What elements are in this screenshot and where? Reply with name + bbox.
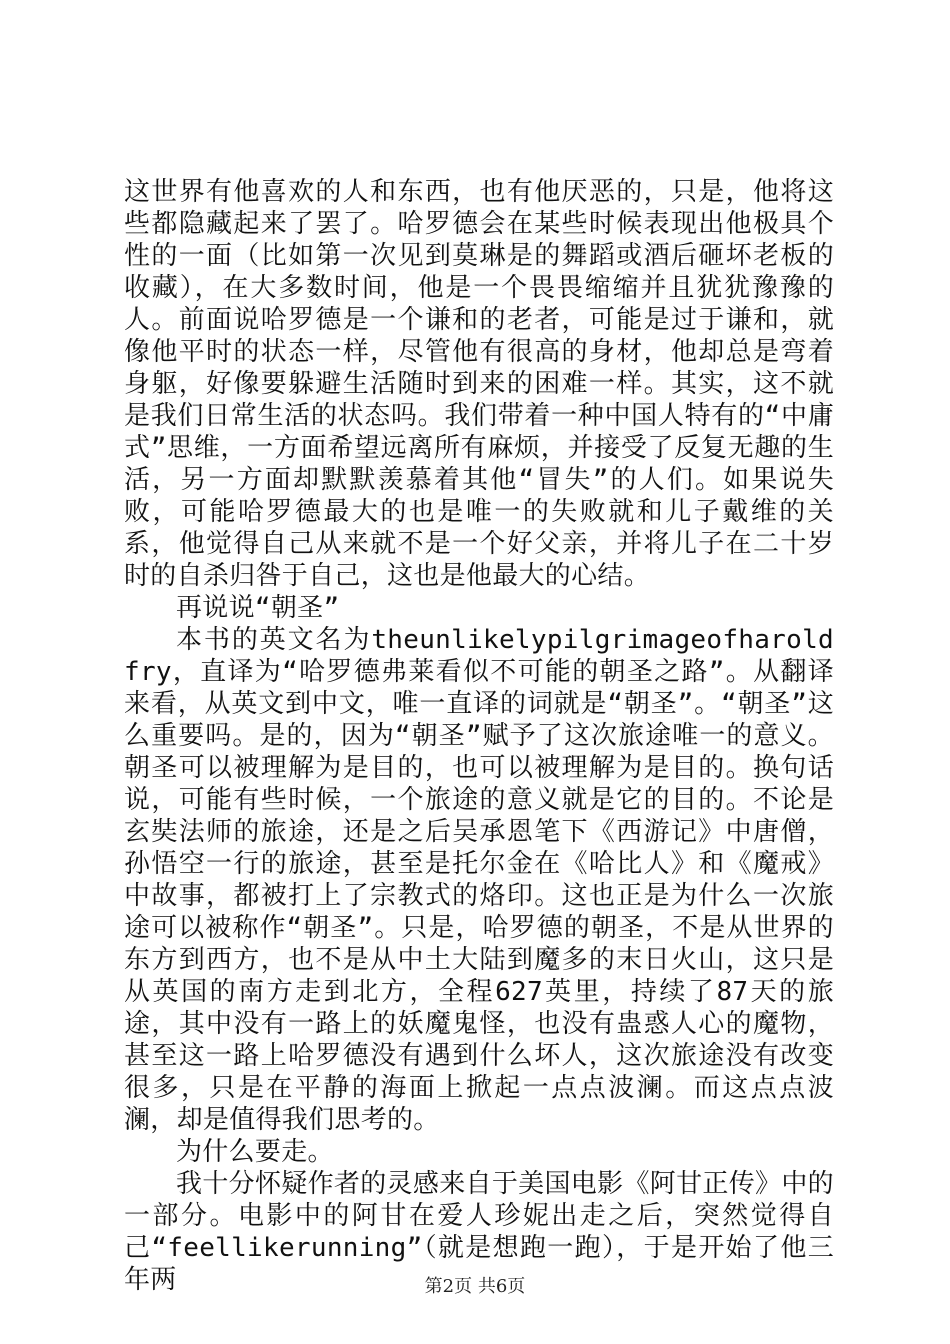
document-body [124, 176, 834, 1296]
section-heading-pilgrimage: 再说说“朝圣” [176, 593, 340, 623]
paragraph-harold-character: 这世界有他喜欢的人和东西，也有他厌恶的，只是，他将这些都隐藏起来了罢了。哈罗德会在某些时候表现出他极具个性的一面（比如第一次见到莫琳是的舞蹈或酒后砸坏老板的收藏），在大多数时间，他是一个畏畏缩缩并且犹犹豫豫的人。前面说哈罗德是一个谦和的老者，可能是过于谦和，就像他平时的状态一样，尽管他有很高的身材，他却总是弯着身躯，好像要躲避生活随时到来的困难一样。其实，这不就是我们日常生活的状态吗。我们带着一种中国人特有的“中庸式”思维，一方面希望远离所有麻烦，并接受了反复无趣的生活，另一方面却默默羡慕着其他“冒失”的人们。如果说失败，可能哈罗德最大的也是唯一的失败就和儿子戴维的关系，他觉得自己从来就不是一个好父亲，并将儿子在二十岁时的自杀归咎于自己，这也是他最大的心结。 [124, 177, 834, 591]
paragraph-forrest-gump: 我十分怀疑作者的灵感来自于美国电影《阿甘正传》中的一部分。电影中的阿甘在爱人珍妮出走之后，突然觉得自己“feellikerunning”（就是想跑一跑），于是开始了他三年两 [124, 1169, 834, 1295]
section-heading-why-walk: 为什么要走。 [176, 1137, 334, 1167]
paragraph-pilgrimage: 本书的英文名为theunlikelypilgrimageofharoldfry，直译为“哈罗德弗莱看似不可能的朝圣之路”。从翻译来看，从英文到中文，唯一直译的词就是“朝圣”。“朝圣”这么重要吗。是的，因为“朝圣”赋予了这次旅途唯一的意义。朝圣可以被理解为是目的，也可以被理解为是目的。换句话说，可能有些时候，一个旅途的意义就是它的目的。不论是玄奘法师的旅途，还是之后吴承恩笔下《西游记》中唐僧，孙悟空一行的旅途，甚至是托尔金在《哈比人》和《魔戒》中故事，都被打上了宗教式的烙印。这也正是为什么一次旅途可以被称作“朝圣”。只是，哈罗德的朝圣，不是从世界的东方到西方，也不是从中土大陆到魔多的末日火山，这只是从英国的南方走到北方，全程627英里，持续了87天的旅途，其中没有一路上的妖魔鬼怪，也没有蛊惑人心的魔物，甚至这一路上哈罗德没有遇到什么坏人，这次旅途没有改变很多，只是在平静的海面上掀起一点点波澜。而这点点波澜，却是值得我们思考的。 [124, 625, 834, 1135]
page-number-footer: 第2页 共6页 [424, 1276, 526, 1297]
